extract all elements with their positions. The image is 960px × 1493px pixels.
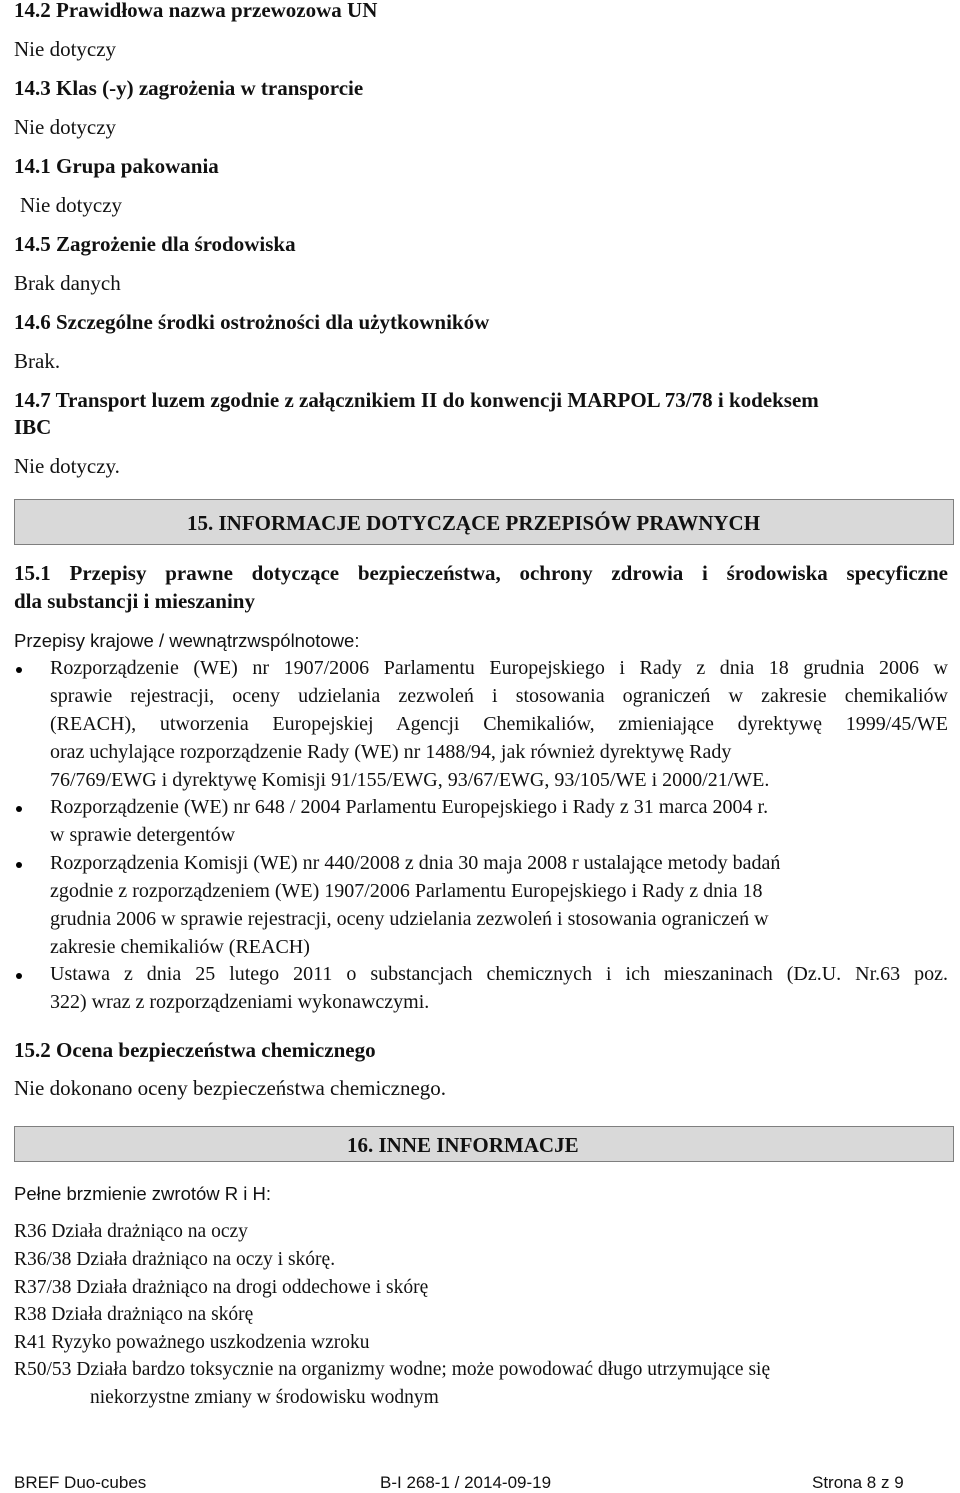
r-phrase-item: R50/53 Działa bardzo toksycznie na organizmy wodne; może powodować długo utrzymujące się bbox=[14, 1359, 771, 1380]
bullet-1-line-1: Rozporządzenie (WE) nr 1907/2006 Parlamentu Europejskiego i Rady z dnia 18 grudnia 2006 w bbox=[50, 657, 948, 679]
heading-14-5: 14.5 Zagrożenie dla środowiska bbox=[14, 232, 296, 256]
bullet-3-line-4: zakresie chemikaliów (REACH) bbox=[50, 936, 310, 958]
r-phrase-item: R41 Ryzyko poważnego uszkodzenia wzroku bbox=[14, 1332, 370, 1353]
section-16-header-bar bbox=[14, 1126, 954, 1162]
r-phrases-label: Pełne brzmienie zwrotów R i H: bbox=[14, 1183, 272, 1204]
value-14-2: Nie dotyczy bbox=[14, 37, 117, 61]
value-14-7: Nie dotyczy. bbox=[14, 454, 120, 478]
bullet-dot bbox=[16, 973, 22, 979]
value-14-6: Brak. bbox=[14, 349, 61, 373]
heading-15-2: 15.2 Ocena bezpieczeństwa chemicznego bbox=[14, 1038, 376, 1062]
bullet-dot bbox=[16, 806, 22, 812]
section-16-title: 16. INNE INFORMACJE bbox=[347, 1133, 579, 1157]
section-15-title: 15. INFORMACJE DOTYCZĄCE PRZEPISÓW PRAWNYCH bbox=[187, 511, 761, 535]
heading-14-2: 14.2 Prawidłowa nazwa przewozowa UN bbox=[14, 0, 378, 22]
bullet-3-line-2: zgodnie z rozporządzeniem (WE) 1907/2006 Parlamentu Europejskiego i Rady z dnia 18 bbox=[50, 880, 763, 902]
bullet-2-line-1: Rozporządzenie (WE) nr 648 / 2004 Parlamentu Europejskiego i Rady z 31 marca 2004 r. bbox=[50, 796, 769, 818]
heading-14-6: 14.6 Szczególne środki ostrożności dla użytkowników bbox=[14, 310, 490, 334]
bullet-2-line-2: w sprawie detergentów bbox=[50, 824, 236, 846]
r-phrase-item: R37/38 Działa drażniąco na drogi oddechowe i skórę bbox=[14, 1277, 429, 1298]
bullet-3-line-1: Rozporządzenia Komisji (WE) nr 440/2008 z dnia 30 maja 2008 r ustalające metody badań bbox=[50, 852, 781, 874]
bullet-1-line-5: 76/769/EWG i dyrektywę Komisji 91/155/EWG, 93/67/EWG, 93/105/WE i 2000/21/WE. bbox=[50, 769, 770, 791]
bullet-dot bbox=[16, 667, 22, 673]
bullet-1-line-4: oraz uchylające rozporządzenie Rady (WE) nr 1488/94, jak również dyrektywę Rady bbox=[50, 741, 732, 763]
value-15-2: Nie dokonano oceny bezpieczeństwa chemicznego. bbox=[14, 1076, 447, 1100]
heading-14-3: 14.3 Klas (-y) zagrożenia w transporcie bbox=[14, 76, 364, 100]
heading-15-1-line1: 15.1 Przepisy prawne dotyczące bezpieczeństwa, ochrony zdrowia i środowiska specyficzne bbox=[14, 561, 948, 585]
footer-doc-id: B-I 268-1 / 2014-09-19 bbox=[380, 1473, 552, 1492]
national-regulations-label: Przepisy krajowe / wewnątrzwspólnotowe: bbox=[14, 630, 360, 651]
value-14-1: Nie dotyczy bbox=[20, 193, 123, 217]
r-phrase-item: R36 Działa drażniąco na oczy bbox=[14, 1221, 248, 1242]
bullet-dot bbox=[16, 862, 22, 868]
heading-15-1-line2: dla substancji i mieszaniny bbox=[14, 589, 255, 613]
footer-product: BREF Duo-cubes bbox=[14, 1473, 147, 1492]
r-phrase-item: R38 Działa drażniąco na skórę bbox=[14, 1304, 254, 1325]
r-phrase-continuation: niekorzystne zmiany w środowisku wodnym bbox=[90, 1387, 439, 1408]
bullet-1-line-3: (REACH), utworzenia Europejskiej Agencji Chemikaliów, zmieniające dyrektywę 1999/45/WE bbox=[50, 713, 948, 735]
heading-14-7-line2: IBC bbox=[14, 415, 52, 439]
bullet-4-line-1: Ustawa z dnia 25 lutego 2011 o substancjach chemicznych i ich mieszaninach (Dz.U. Nr.63 poz. bbox=[50, 963, 948, 985]
value-14-3: Nie dotyczy bbox=[14, 115, 117, 139]
bullet-1-line-2: sprawie rejestracji, oceny udzielania zezwoleń i stosowania ograniczeń w zakresie chemikaliów bbox=[50, 685, 948, 707]
heading-14-1: 14.1 Grupa pakowania bbox=[14, 154, 219, 178]
bullet-4-line-2: 322) wraz z rozporządzeniami wykonawczymi. bbox=[50, 991, 430, 1013]
r-phrase-item: R36/38 Działa drażniąco na oczy i skórę. bbox=[14, 1249, 336, 1270]
heading-14-7-line1: 14.7 Transport luzem zgodnie z załącznikiem II do konwencji MARPOL 73/78 i kodeksem bbox=[14, 388, 819, 412]
section-15-header-bar bbox=[14, 499, 954, 545]
value-14-5: Brak danych bbox=[14, 271, 121, 295]
footer-page: Strona 8 z 9 bbox=[812, 1473, 904, 1492]
bullet-3-line-3: grudnia 2006 w sprawie rejestracji, oceny udzielania zezwoleń i stosowania ograniczeń w bbox=[50, 908, 769, 930]
